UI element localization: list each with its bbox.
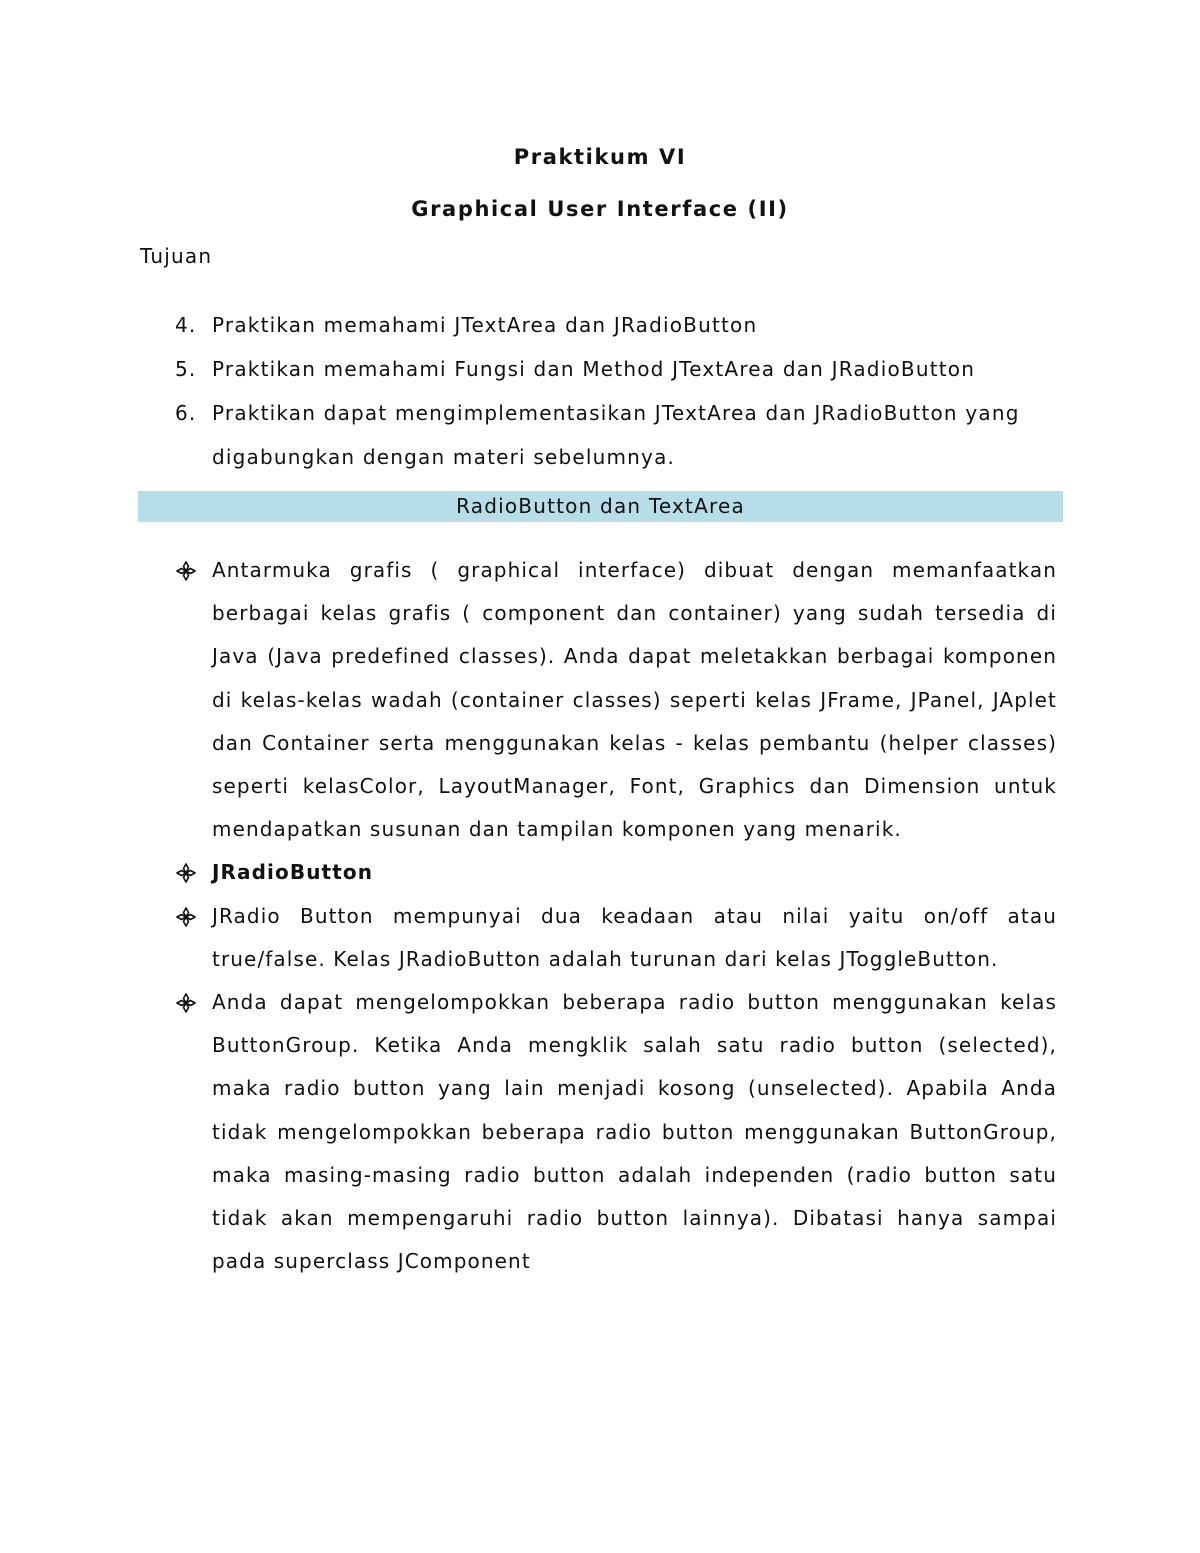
section-banner: RadioButton dan TextArea: [138, 491, 1063, 522]
objective-text: Praktikan memahami JTextArea dan JRadioButton: [212, 313, 758, 337]
four-diamond-bullet-icon: [176, 863, 196, 883]
document-subtitle: Graphical User Interface (II): [411, 197, 789, 221]
bullet-text: JRadioButton: [212, 860, 374, 885]
bullet-text: Anda dapat mengelompokkan beberapa radio button menggunakan kelas ButtonGroup. Ketika Anda mengklik salah satu radio button (selected), maka radio button yang lain menjadi kosong (unselected). Apabila Anda tidak mengelompokkan beberapa radio button menggunakan ButtonGroup, maka masing-masing radio button adalah independen (radio button satu tidak akan mempengaruhi radio button lainnya). Dibatasi hanya sampai pada superclass JComponent: [212, 990, 1057, 1274]
objective-text: Praktikan memahami Fungsi dan Method JTextArea dan JRadioButton: [212, 357, 976, 381]
document-title: Praktikum VI: [513, 145, 687, 169]
bullet-text: JRadio Button mempunyai dua keadaan atau nilai yaitu on/off atau true/false. Kelas JRadioButton adalah turunan dari kelas JToggleButton.: [212, 903, 1057, 971]
objective-number: 4.: [175, 313, 197, 337]
objective-item: [0, 391, 1057, 479]
four-diamond-bullet-icon: [176, 993, 196, 1013]
bullet-item: [0, 851, 1057, 894]
bullet-item: [0, 981, 1057, 1283]
objectives-list: [0, 303, 1200, 479]
bullet-text: Antarmuka grafis ( graphical interface) dibuat dengan memanfaatkan berbagai kelas grafis ( component dan container) yang sudah tersedia di Java (Java predefined classes). Anda dapat meletakkan berbagai komponen di kelas-kelas wadah (container classes) seperti kelas JFrame, JPanel, JAplet dan Container serta menggunakan kelas - kelas pembantu (helper classes) seperti kelasColor, LayoutManager, Font, Graphics dan Dimension untuk mendapatkan susunan dan tampilan komponen yang menarik.: [212, 558, 1057, 842]
objective-text: Praktikan dapat mengimplementasikan JTextArea dan JRadioButton yang digabungkan dengan materi sebelumnya.: [212, 401, 1020, 469]
four-diamond-bullet-icon: [176, 907, 196, 927]
objective-item: [0, 347, 1057, 391]
bullet-item: [0, 895, 1057, 981]
objective-number: 6.: [175, 401, 197, 425]
bullet-list: [0, 549, 1200, 1283]
objective-number: 5.: [175, 357, 197, 381]
bullet-item: [0, 549, 1057, 851]
objectives-heading: Tujuan: [140, 244, 213, 268]
four-diamond-bullet-icon: [176, 561, 196, 581]
objective-item: [0, 303, 1057, 347]
